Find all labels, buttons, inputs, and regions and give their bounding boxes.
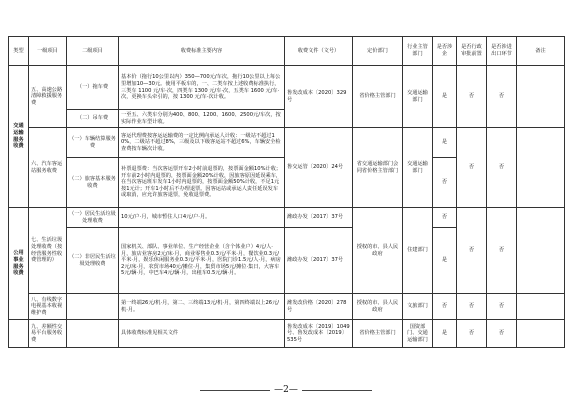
export-cell: 否	[487, 320, 517, 348]
level1-cell: 六、汽车客运站服务收费	[29, 128, 67, 208]
category-cell	[9, 320, 29, 348]
table-row	[9, 294, 565, 320]
standard-cell: 补票退票费：当次客运票开车2小时前退票的，按票面金额10%计收；开车前2小时内退票的，按票面金额20%计收，因旅客原因延误乘车，在当次客运班车发车1小时内退票的，按票面金额50%计收，不足1元按1元计；开车1小时后不办理退票。因客运站或承运人责任延误发车或取消，应允许旅客退票，免收退票费。	[119, 158, 285, 208]
table-row	[9, 128, 565, 158]
level1-cell: 五、高速公路清障救援服务费	[29, 66, 67, 128]
level1-cell: 七、生活垃圾处理收费（按经营服务性收费管理的）	[29, 208, 67, 294]
pricing-dept-cell: 授权的市、县人民政府	[353, 294, 403, 320]
export-cell: 否	[487, 294, 517, 320]
standard-cell: 客运代理费按客运运输费的一定比例向承运人计收：一级站不超过10%，二级站不超过8%，三级及以下级客运站不超过6%，车辆安全检查费按车辆次计收。	[119, 128, 285, 158]
table-header	[9, 37, 565, 66]
level2-cell: （二）吊车费	[67, 110, 119, 128]
document-cell: 鲁发改成本〔2019〕1049号、鲁发改成本〔2019〕535号	[285, 320, 353, 348]
level2-cell	[67, 320, 119, 348]
document-cell: 潍发改价格〔2020〕278号	[285, 294, 353, 320]
enterprise-cell: 是	[433, 128, 457, 158]
pricing-dept-cell: 省交通运输部门会同省价格主管部门	[353, 128, 403, 208]
standard-cell: 基本价（拖行10公里以内）350—700元/车次，拖行10公里以上每公里增加10—30元。使用平板车的，一、二类车按上述收费标准执行，三类车 1100 元/车·次，四类车 1300 元/车·次，五类车 1600 元/车·次，更换车头牵引的，按 1300 元/车·次计收。	[119, 66, 285, 110]
enterprise-cell: 否	[433, 208, 457, 228]
header-admin-approval: 是否行政审批前置	[457, 37, 487, 66]
remarks-cell	[517, 66, 565, 128]
approval-cell: 否	[457, 320, 487, 348]
standard-cell: 第一终端26元/机·月，第二、三终端13元/机·月，第四终端以上26元/机·月。	[119, 294, 285, 320]
enterprise-cell: 否	[433, 158, 457, 208]
export-cell: 否	[487, 66, 517, 128]
pricing-dept-cell: 授权的市、县人民政府	[353, 208, 403, 294]
header-level1: 一级项目	[29, 37, 67, 66]
level2-cell	[67, 294, 119, 320]
document-cell: 鲁发改成本〔2020〕329号	[285, 66, 353, 128]
document-cell: 鲁交运管〔2020〕24号	[285, 128, 353, 208]
header-export: 是否涉进出口环节	[487, 37, 517, 66]
level2-cell: （二）旅客基本服务收费	[67, 158, 119, 208]
header-category: 类型	[9, 37, 29, 66]
table-row	[9, 320, 565, 348]
enterprise-cell: 否	[433, 294, 457, 320]
level1-cell: 九、差额性交易平台服务收费	[29, 320, 67, 348]
remarks-cell	[517, 128, 565, 208]
category-cell: 交通运输服务收费	[9, 66, 29, 208]
table-row	[9, 208, 565, 228]
standard-cell: 10元/户·月，城市暂住人口4元/户·月。	[119, 208, 285, 228]
level2-cell: （二）非居民生活垃圾处理收费	[67, 228, 119, 294]
fee-table	[8, 36, 565, 348]
approval-cell: 否	[457, 208, 487, 294]
document-cell: 潍政办发〔2017〕37号	[285, 228, 353, 294]
enterprise-cell: 是	[433, 66, 457, 128]
category-cell: 公用事业服务收费	[9, 208, 29, 320]
page-number: —2—	[274, 385, 298, 395]
industry-dept-cell: 国资部门、交通运输部门	[403, 320, 433, 348]
footer-rule-right	[302, 390, 372, 391]
industry-dept-cell: 住建部门	[403, 208, 433, 294]
remarks-cell	[517, 320, 565, 348]
table-row	[9, 66, 565, 110]
header-document: 收费文件（文号）	[285, 37, 353, 66]
remarks-cell	[517, 208, 565, 294]
level1-cell: 八、有线数字电视基本收视维护费	[29, 294, 67, 320]
header-industry-dept: 行业主管部门	[403, 37, 433, 66]
header-remarks: 备注	[517, 37, 565, 66]
header-standard: 收费标准主要内容	[119, 37, 285, 66]
level2-cell: （一）拖车费	[67, 66, 119, 110]
standard-cell: 国家机关、部队、事业单位、生产经营企业（含个体业户）4元/人·月，旅店业客房2元/床·月，商业零售业0.3元/平米·月，餐饮业0.3元/平米·月，娱乐休闲服务业0.3元/平米·月，医院门诊1.5元/人·月，病房2元/床·月，农贸市场40元/摊位·月，集贸市场5元/摊位·集日，大客车5元/辆·月，中巴车4元/辆·月，出租车0.5元/辆·月。	[119, 228, 285, 294]
header-level2: 二级项目	[67, 37, 119, 66]
header-pricing-dept: 定价部门	[353, 37, 403, 66]
approval-cell: 否	[457, 128, 487, 208]
footer-rule-left	[200, 390, 270, 391]
approval-cell: 否	[457, 294, 487, 320]
pricing-dept-cell: 省价格主管部门	[353, 320, 403, 348]
pricing-dept-cell: 省价格主管部门	[353, 66, 403, 128]
approval-cell: 否	[457, 66, 487, 128]
export-cell: 否	[487, 128, 517, 208]
header-involves-enterprise: 是否涉企	[433, 37, 457, 66]
industry-dept-cell: 交通运输部门	[403, 128, 433, 208]
remarks-cell	[517, 294, 565, 320]
level2-cell: （一）居民生活垃圾处理收费	[67, 208, 119, 228]
industry-dept-cell: 文旅部门	[403, 294, 433, 320]
export-cell: 否	[487, 208, 517, 294]
document-cell: 潍政办发〔2017〕37号	[285, 208, 353, 228]
standard-cell: 一至五、六类车分别为400、800、1200、1600、2500元/车次，按实际作业车型计收。	[119, 110, 285, 128]
industry-dept-cell: 交通运输部门	[403, 66, 433, 128]
enterprise-cell: 是	[433, 320, 457, 348]
level2-cell: （一）车辆结算服务费	[67, 128, 119, 158]
standard-cell: 具体收费标准见相关文件	[119, 320, 285, 348]
enterprise-cell: 是	[433, 228, 457, 294]
